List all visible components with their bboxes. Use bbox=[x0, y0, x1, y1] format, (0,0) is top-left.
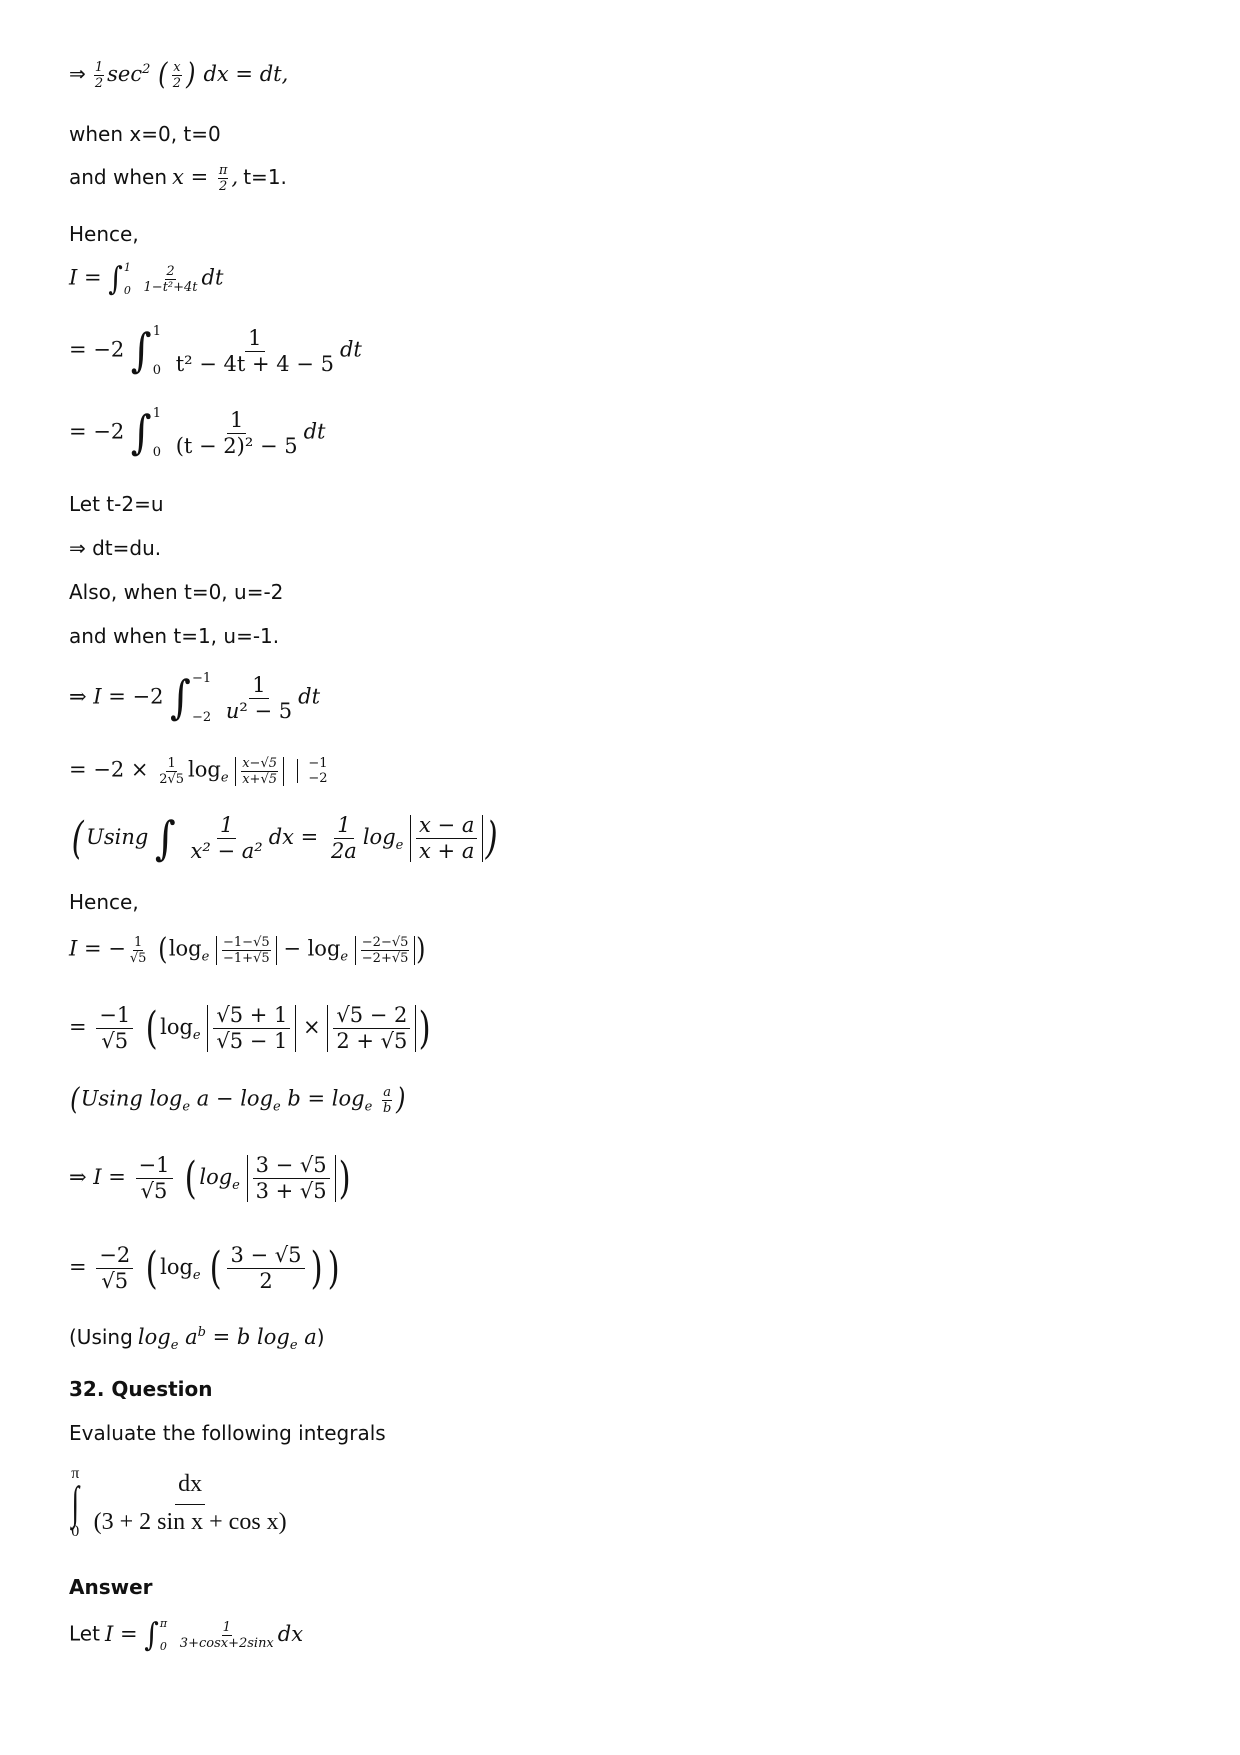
question-32-title: 32. Question bbox=[69, 1377, 213, 1401]
text-and-when-t1: and when t=1, u=-1. bbox=[69, 624, 280, 648]
equation-sec-substitution: ⇒ $\frac{1}{2}$ $\sec^2$ ( $\frac{x}{2}$ ) dx = dt, bbox=[69, 57, 289, 92]
text-hence-2: Hence, bbox=[69, 890, 139, 914]
text-also-when-t0: Also, when t=0, u=-2 bbox=[69, 580, 284, 604]
answer-heading: Answer bbox=[69, 1575, 153, 1599]
formula-using-log-power: (Using $\log_e a^b = b$ $\log_e a$) bbox=[69, 1325, 325, 1354]
implies-arrow: ⇒ bbox=[69, 61, 86, 86]
equation-I-final: = $\frac{-2}{√5}$ ( $\log_e$ ( $\frac{3 - √5}{2}$ ) ) bbox=[69, 1242, 340, 1294]
text-hence-1: Hence, bbox=[69, 222, 139, 246]
equation-log-product: = $\frac{-1}{√5}$ ( $\log_e$ $\frac{√5 + 1}{√5 - 1}$ × $\frac{√5 - 2}{2 + √5}$ ) bbox=[69, 1002, 431, 1054]
formula-using-standard-integral: ( Using ∫ $\frac{1}{\text{x² − a²}}$ dx = $\frac{1}{2a}$ $\log_e$ $\frac{x - a}{x + a}$ ) bbox=[71, 812, 498, 865]
equation-I-integral-t: I = ∫ 1 0 $\frac{2}{\text{1−t²+4t}}$ dt bbox=[69, 259, 224, 298]
text-when-x0: when x=0, t=0 bbox=[69, 122, 221, 146]
text-let-t-2-u: Let t-2=u bbox=[69, 492, 164, 516]
equation-I-log-difference: I = − $\frac{1}{√5}$ ($\log_e$ $\frac{-1-√5}{-1+√5}$ − $\log_e$ $\frac{-2-√5}{-2+√5}$ ) bbox=[69, 932, 426, 967]
formula-using-log-quotient: (Using $\log_e a - \log_e b = \log_e$ $\frac{a}{b}$ ) bbox=[70, 1082, 406, 1117]
text-and-when-x-pi2: and when x = $\frac{\pi}{2}$ , t=1. bbox=[69, 163, 287, 194]
equation-I-simplified: ⇒ I = $\frac{-1}{√5}$ ( $\log_e$ $\frac{3 - √5}{3 + √5}$ ) bbox=[69, 1152, 351, 1204]
text-dt-du: ⇒ dt=du. bbox=[69, 536, 162, 560]
equation-complete-square-2: = −2 ∫ 1 0 $\frac{1}{\text{(t − 2)² − 5}}$ dt bbox=[69, 406, 326, 460]
equation-log-evaluation: = −2 × $\frac{1}{2√5}$ $\log_e$ $\frac{x-√5}{x+√5}$ −1 −2 bbox=[69, 755, 328, 787]
equation-let-I-q32: Let I = ∫ π 0 $\frac{1}{3+\cos x+2\sin x}$ dx bbox=[69, 1615, 304, 1654]
equation-complete-square-1: = −2 ∫ 1 0 $\frac{1}{\text{t² − 4t + 4 − 5}}$ dt bbox=[69, 324, 362, 378]
equation-I-integral-u: ⇒ I = −2 ∫ −1 −2 $\frac{1}{\text{u² − 5}}$ dt bbox=[69, 671, 321, 725]
question-32-text: Evaluate the following integrals bbox=[69, 1421, 386, 1445]
question-32-integral: π ∫ 0 $\frac{dx}{\text{(3 + 2 sin x + cos x)}}$ bbox=[71, 1465, 287, 1540]
